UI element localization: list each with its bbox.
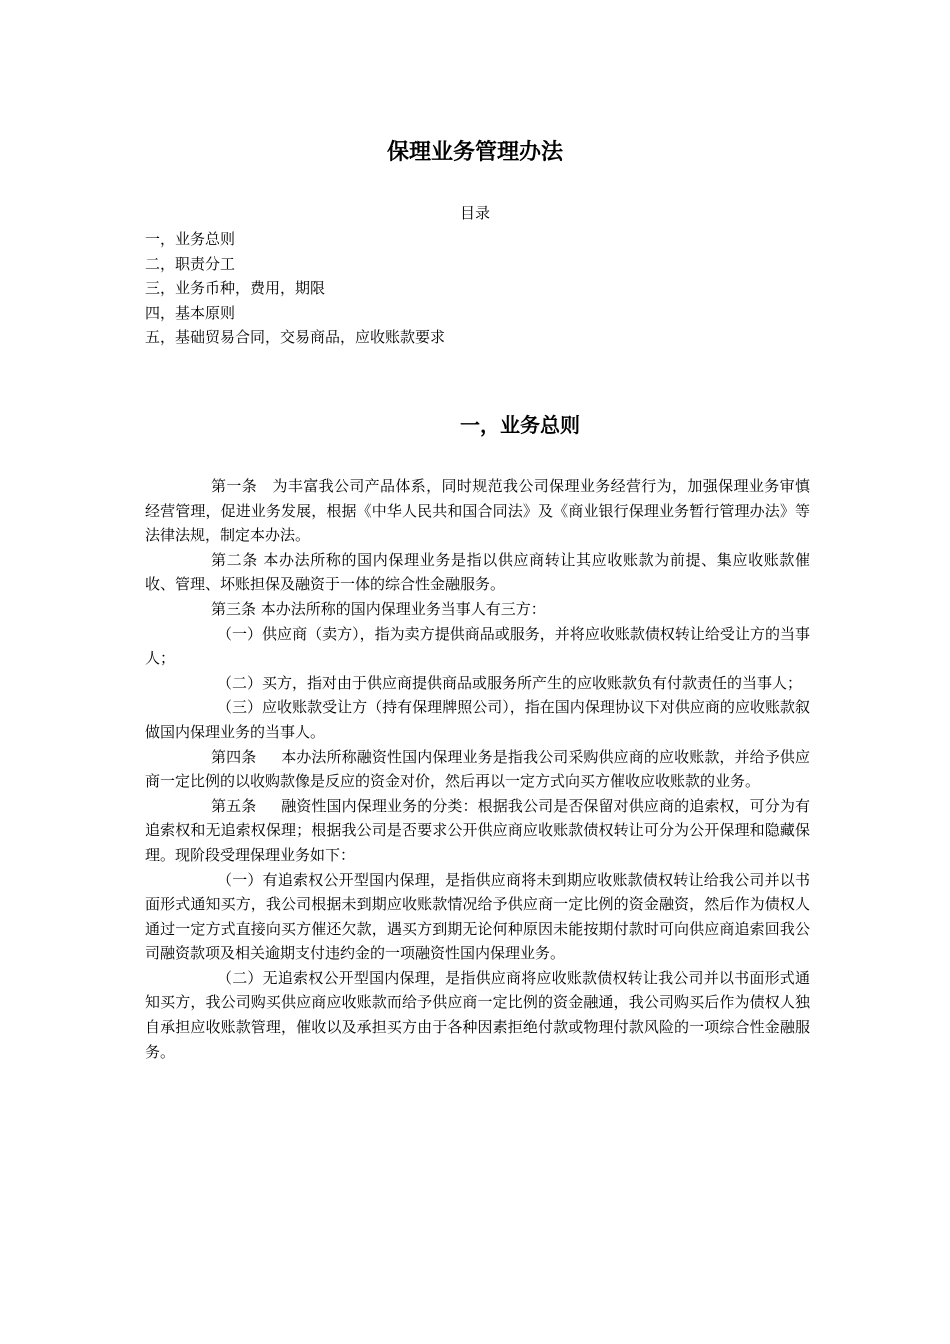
- document-title: 保理业务管理办法: [386, 139, 563, 165]
- article-paragraph: 第五条 融资性国内保理业务的分类：根据我公司是否保留对供应商的追索权，可分为有追索权和无追索权保理；根据我公司是否要求公开供应商应收账款债权转让可分为公开保理和隐藏保理。现阶段受理保理业务如下：: [145, 796, 810, 864]
- article-paragraph: 第四条 本办法所称融资性国内保理业务是指我公司采购供应商的应收账款，并给予供应商一定比例的以收购款像是反应的资金对价，然后再以一定方式向买方催收应收账款的业务。: [145, 747, 810, 791]
- toc-item: 五，基础贸易合同，交易商品，应收账款要求: [145, 328, 446, 346]
- article-paragraph: 第三条 本办法所称的国内保理业务当事人有三方：: [211, 599, 546, 618]
- article-paragraph: 第二条 本办法所称的国内保理业务是指以供应商转让其应收账款为前提、集应收账款催收、管理、坏账担保及融资于一体的综合性金融服务。: [145, 550, 810, 594]
- toc-item: 二，职责分工: [145, 254, 236, 273]
- clause-paragraph: （三）应收账款受让方（持有保理牌照公司），指在国内保理协议下对供应商的应收账款叙做国内保理业务的当事人。: [145, 698, 810, 741]
- toc-heading: 目录: [459, 204, 490, 222]
- clause-paragraph: （一）有追索权公开型国内保理，是指供应商将未到期应收账款债权转让给我公司并以书面形式通知买方，我公司根据未到期应收账款情况给予供应商一定比例的资金融资，然后作为债权人通过一定方式直接向买方催还欠款，遇买方到期无论何种原因未能按期付款时可向供应商追索回我公司融资款项及相关逾期支付违约金的一项融资性国内保理业务。: [145, 870, 810, 963]
- table-of-contents: [145, 227, 445, 350]
- clause-paragraph: （一）供应商（卖方），指为卖方提供商品或服务，并将应收账款债权转让给受让方的当事人；: [145, 624, 810, 668]
- toc-item: 一，业务总则: [145, 230, 236, 248]
- section-body: [145, 474, 810, 1064]
- clause-paragraph: （二）买方，指对由于供应商提供商品或服务所产生的应收账款负有付款责任的当事人；: [217, 673, 803, 692]
- article-paragraph: 第一条 为丰富我公司产品体系，同时规范我公司保理业务经营行为，加强保理业务审慎经营管理，促进业务发展，根据《中华人民共和国合同法》及《商业银行保理业务暂行管理办法》等法律法规，制定本办法。: [145, 477, 810, 545]
- section-title: 一，业务总则: [460, 413, 580, 437]
- toc-item: 四，基本原则: [145, 303, 236, 322]
- clause-paragraph: （二）无追索权公开型国内保理，是指供应商将应收账款债权转让我公司并以书面形式通知买方，我公司购买供应商应收账款而给予供应商一定比例的资金融通，我公司购买后作为债权人独自承担应收账款管理，催收以及承担买方由于各种因素拒绝付款或物理付款风险的一项综合性金融服务。: [145, 968, 810, 1061]
- toc-item: 三，业务币种，费用，期限: [145, 279, 326, 297]
